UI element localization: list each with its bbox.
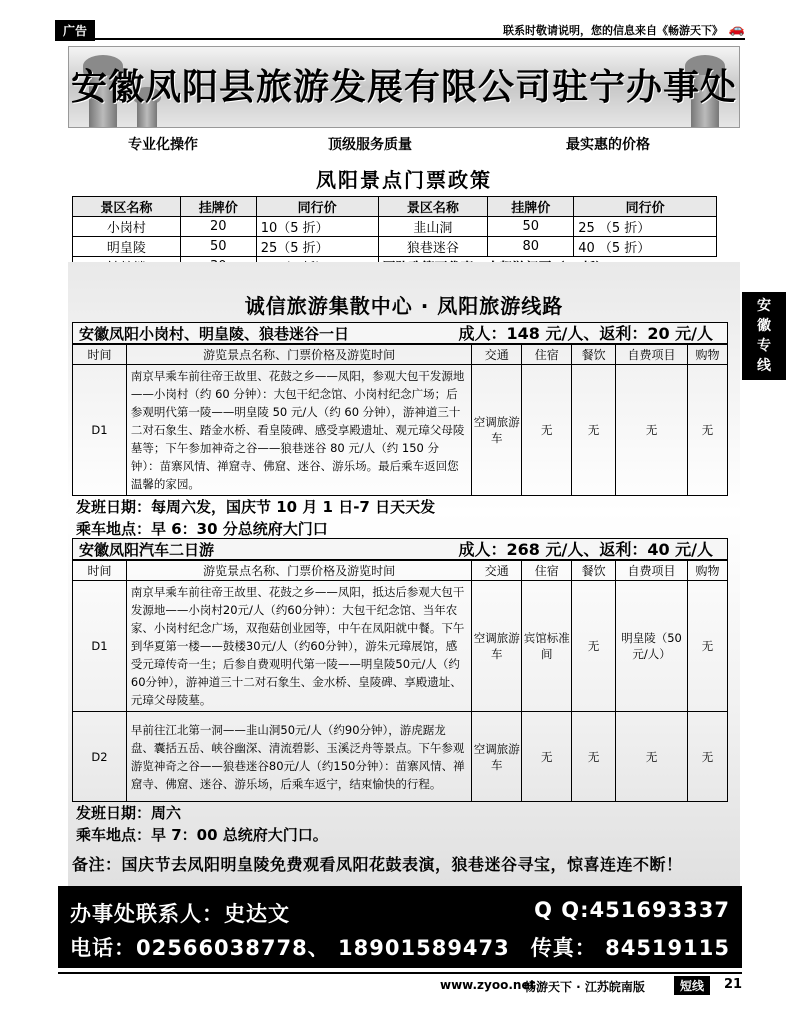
table-row xyxy=(73,581,728,712)
meals-cell: 无 xyxy=(572,365,616,496)
lodging-cell: 无 xyxy=(522,712,572,802)
slogan: 专业化操作 xyxy=(128,137,198,153)
itinerary-desc: 南京早乘车前往帝王故里、花鼓之乡——凤阳，抵达后参观大包干发源地——小岗村20元/人（约60分钟）：大包干纪念馆、当年农家、小岗村纪念广场，双孢菇创业园等，中午在凤阳就中餐。下午到华夏第一楼——鼓楼30元/人（约60分钟），游朱元璋展馆，感受元璋传奇一生；后参自费观明代第一陵——明皇陵50元/人（约60分钟），游神道三十二对石象生、金水桥、皇陵碑、享殿遗址、元璋父母陵墓。 xyxy=(126,581,471,712)
table-header-row xyxy=(73,561,728,581)
top-bar xyxy=(55,18,745,40)
slogans xyxy=(68,134,740,154)
page-footer xyxy=(58,972,742,994)
shopping-cell: 无 xyxy=(688,365,728,496)
depart-date: 发班日期：周六 xyxy=(76,804,182,822)
route-one-day xyxy=(72,322,728,540)
route-price: 成人：148 元/人、返利：20 元/人 xyxy=(458,324,713,343)
column-header: 交通 xyxy=(472,345,522,365)
column-header: 挂牌价 xyxy=(180,197,256,217)
slogan: 顶级服务质量 xyxy=(328,137,412,153)
contact-person: 办事处联系人：史达文 xyxy=(70,902,290,926)
day-cell: D2 xyxy=(73,712,127,802)
table-row xyxy=(73,237,717,257)
publication-name: 畅游天下 · 江苏皖南版 xyxy=(524,980,645,994)
extra-cell: 无 xyxy=(616,712,688,802)
day-cell: D1 xyxy=(73,581,127,712)
section-badge: 短线 xyxy=(674,976,710,995)
column-header: 游览景点名称、门票价格及游览时间 xyxy=(126,345,471,365)
table-cell: 10（5 折） xyxy=(256,217,378,237)
table-header-row xyxy=(73,345,728,365)
itinerary-desc: 南京早乘车前往帝王故里、花鼓之乡——凤阳，参观大包干发源地——小岗村（约 60 分钟）：大包干纪念馆、小岗村纪念广场；后参观明代第一陵——明皇陵 50 元/人（约 60 分钟），游神道三十二对石象生、踏金水桥、看皇陵碑、感受享殿遗址、观元璋父母陵墓等；下午参加神奇之谷——狼巷迷谷 80 元/人（约 150 分钟）：苗寨风情、禅窟寺、佛窟、迷谷、游乐场。最后乘车返回您温馨的家园。 xyxy=(126,365,471,496)
column-header: 时间 xyxy=(73,561,127,581)
depart-date: 发班日期：每周六发，国庆节 10 月 1 日-7 日天天发 xyxy=(76,498,436,516)
column-header: 住宿 xyxy=(522,345,572,365)
pickup-location: 乘车地点：早 6：30 分总统府大门口 xyxy=(76,520,328,538)
table-cell: 50 xyxy=(180,237,256,257)
contact-qq: Q Q:451693337 xyxy=(534,898,730,922)
route-header xyxy=(72,322,728,344)
column-header: 自费项目 xyxy=(616,345,688,365)
table-cell: 50 xyxy=(488,217,574,237)
slogan: 最实惠的价格 xyxy=(566,137,650,153)
itinerary-desc: 早前往江北第一洞——韭山洞50元/人（约90分钟），游虎踞龙盘、囊括五岳、峡谷幽深、清流碧影、玉溪泛舟等景点。下午参观游览神奇之谷——狼巷迷谷80元/人（约150分钟）：苗寨风情、禅窟寺、佛窟、迷谷、游乐场，后乘车返宁，结束愉快的行程。 xyxy=(126,712,471,802)
column-header: 游览景点名称、门票价格及游览时间 xyxy=(126,561,471,581)
column-header: 餐饮 xyxy=(572,345,616,365)
table-cell: 韭山洞 xyxy=(378,217,488,237)
contact-phone: 电话：02566038778、 18901589473 xyxy=(70,936,510,960)
lodging-cell: 宾馆标准间 xyxy=(522,581,572,712)
table-cell: 小岗村 xyxy=(73,217,181,237)
meals-cell: 无 xyxy=(572,581,616,712)
table-cell: 狼巷迷谷 xyxy=(378,237,488,257)
column-header: 交通 xyxy=(472,561,522,581)
table-row xyxy=(73,712,728,802)
day-cell: D1 xyxy=(73,365,127,496)
route-name: 安徽凤阳汽车二日游 xyxy=(79,541,215,559)
itinerary-table xyxy=(72,344,728,496)
extra-cell: 无 xyxy=(616,365,688,496)
column-header: 同行价 xyxy=(574,197,717,217)
site-url[interactable]: www.zyoo.net xyxy=(440,978,536,992)
side-tab-anhui-line: 安 徽 专 线 xyxy=(742,292,786,380)
transport-cell: 空调旅游车 xyxy=(472,365,522,496)
route-header xyxy=(72,538,728,560)
route-price: 成人：268 元/人、返利：40 元/人 xyxy=(458,540,713,559)
transport-cell: 空调旅游车 xyxy=(472,712,522,802)
shopping-cell: 无 xyxy=(688,581,728,712)
routes-title: 诚信旅游集散中心 · 凤阳旅游线路 xyxy=(244,294,564,318)
car-icon: 🚗 xyxy=(728,22,745,37)
company-banner xyxy=(68,46,740,128)
table-row xyxy=(73,365,728,496)
column-header: 景区名称 xyxy=(73,197,181,217)
column-header: 购物 xyxy=(688,561,728,581)
table-cell: 25 （5 折） xyxy=(574,217,717,237)
ad-label: 广告 xyxy=(55,20,95,41)
column-header: 景区名称 xyxy=(378,197,488,217)
column-header: 时间 xyxy=(73,345,127,365)
table-cell: 80 xyxy=(488,237,574,257)
source-notice: 联系时敬请说明，您的信息来自《畅游天下》 xyxy=(503,24,723,37)
extra-cell: 明皇陵（50 元/人） xyxy=(616,581,688,712)
shopping-cell: 无 xyxy=(688,712,728,802)
contact-block xyxy=(58,886,742,968)
column-header: 住宿 xyxy=(522,561,572,581)
table-cell: 明皇陵 xyxy=(73,237,181,257)
lodging-cell: 无 xyxy=(522,365,572,496)
column-header: 同行价 xyxy=(256,197,378,217)
remark-note: 备注：国庆节去凤阳明皇陵免费观看凤阳花鼓表演，狼巷迷谷寻宝，惊喜连连不断！ xyxy=(72,855,683,874)
column-header: 餐饮 xyxy=(572,561,616,581)
transport-cell: 空调旅游车 xyxy=(472,581,522,712)
table-cell: 25（5 折） xyxy=(256,237,378,257)
pickup-location: 乘车地点：早 7：00 总统府大门口。 xyxy=(76,826,328,844)
table-row xyxy=(73,217,717,237)
route-name: 安徽凤阳小岗村、明皇陵、狼巷迷谷一日 xyxy=(79,325,350,343)
column-header: 购物 xyxy=(688,345,728,365)
itinerary-table xyxy=(72,560,728,802)
table-cell: 20 xyxy=(180,217,256,237)
page-number: 21 xyxy=(724,977,743,992)
column-header: 挂牌价 xyxy=(488,197,574,217)
table-cell: 40 （5 折） xyxy=(574,237,717,257)
meals-cell: 无 xyxy=(572,712,616,802)
ticket-policy-title: 凤阳景点门票政策 xyxy=(316,168,492,192)
table-header-row xyxy=(73,197,717,217)
contact-fax: 传真： 84519115 xyxy=(530,936,730,960)
company-title: 安徽凤阳县旅游发展有限公司驻宁办事处 xyxy=(70,66,737,108)
column-header: 自费项目 xyxy=(616,561,688,581)
route-two-day xyxy=(72,538,728,846)
